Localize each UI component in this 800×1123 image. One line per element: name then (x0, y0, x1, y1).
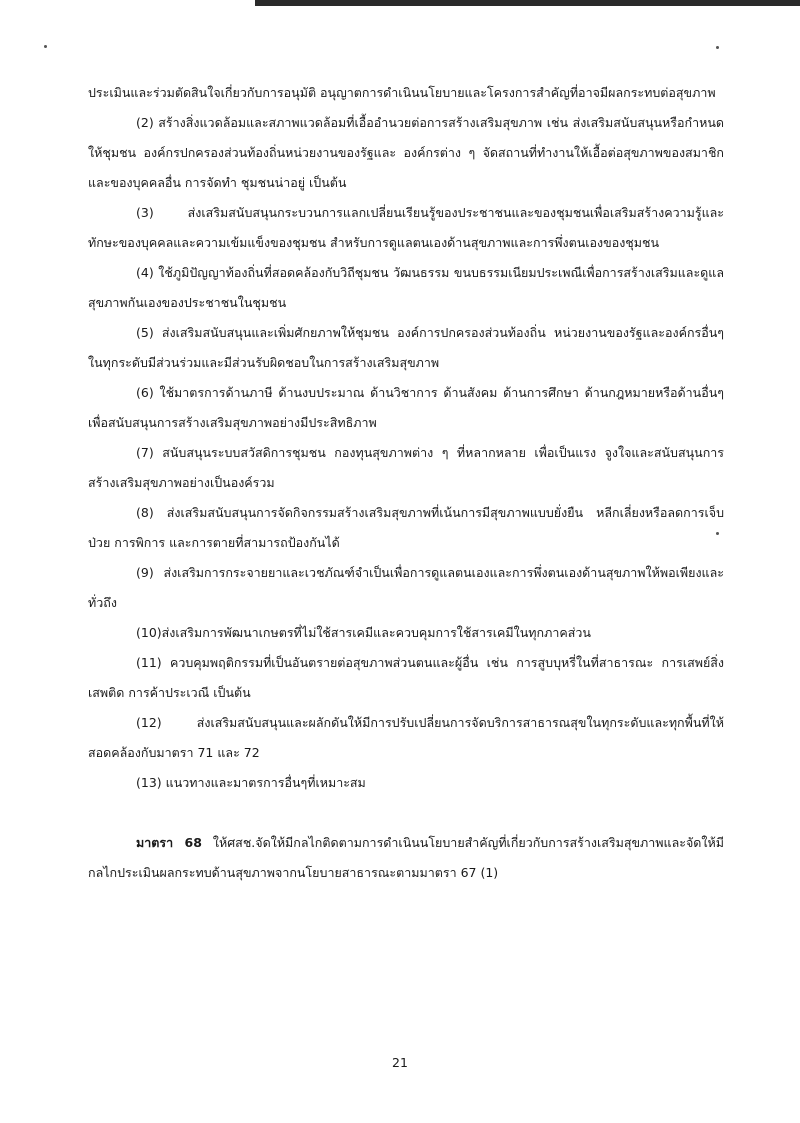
list-item: (12) ส่งเสริมสนับสนุนและผลักดันให้มีการปรับเปลี่ยนการจัดบริการสาธารณสุขในทุกระดับและทุกพื้นที่ให้สอดคล้องกับมาตรา 71 และ 72 (88, 715, 724, 760)
list-item: (8) ส่งเสริมสนับสนุนการจัดกิจกรรมสร้างเสริมสุขภาพที่เน้นการมีสุขภาพแบบยั่งยืน หลีกเลี่ยงหรือลดการเจ็บป่วย การพิการ และการตายที่สามารถป้องกันได้ (88, 505, 724, 550)
list-item: (11) ควบคุมพฤติกรรมที่เป็นอันตรายต่อสุขภาพส่วนตนและผู้อื่น เช่น การสูบบุหรี่ในที่สาธารณะ การเสพย์สิ่งเสพติด การค้าประเวณี เป็นต้น (88, 655, 724, 700)
section-text: ให้ศสช.จัดให้มีกลไกติดตามการดำเนินนโยบายสำคัญที่เกี่ยวกับการสร้างเสริมสุขภาพและจัดให้มีกลไกประเมินผลกระทบด้านสุขภาพจากนโยบายสาธารณะตามมาตรา 67 (1) (88, 835, 724, 880)
list-item: (6) ใช้มาตรการด้านภาษี ด้านงบประมาณ ด้านวิชาการ ด้านสังคม ด้านการศึกษา ด้านกฎหมายหรือด้านอื่นๆ เพื่อสนับสนุนการสร้างเสริมสุขภาพอย่างมีประสิทธิภาพ (88, 385, 724, 430)
list-item: (13) แนวทางและมาตรการอื่นๆที่เหมาะสม (136, 775, 366, 790)
section-label: มาตรา 68 (136, 835, 202, 850)
list-item: (2) สร้างสิ่งแวดล้อมและสภาพแวดล้อมที่เอื้ออำนวยต่อการสร้างเสริมสุขภาพ เช่น ส่งเสริมสนับสนุนหรือกำหนดให้ชุมชน องค์กรปกครองส่วนท้องถิ่นหน่วยงานของรัฐและ องค์กรต่าง ๆ จัดสถานที่ทำงานให้เอื้อต่อสุขภาพของสมาชิกและของบุคคลอื่น การจัดทำ ชุมชนน่าอยู่ เป็นต้น (88, 115, 724, 190)
continuation-paragraph: ประเมินและร่วมตัดสินใจเกี่ยวกับการอนุมัติ อนุญาตการดำเนินนโยบายและโครงการสำคัญที่อาจมีผลกระทบต่อสุขภาพ (88, 85, 716, 100)
page-number: 21 (392, 1055, 408, 1070)
list-item: (9) ส่งเสริมการกระจายยาและเวชภัณฑ์จำเป็นเพื่อการดูแลตนเองและการพึ่งตนเองด้านสุขภาพให้พอเพียงและทั่วถึง (88, 565, 724, 610)
document-body (88, 78, 724, 888)
scan-speck (44, 45, 47, 48)
scan-top-edge (255, 0, 800, 6)
list-item: (5) ส่งเสริมสนับสนุนและเพิ่มศักยภาพให้ชุมชน องค์การปกครองส่วนท้องถิ่น หน่วยงานของรัฐและองค์กรอื่นๆในทุกระดับมีส่วนร่วมและมีส่วนรับผิดชอบในการสร้างเสริมสุขภาพ (88, 325, 724, 370)
list-item: (7) สนับสนุนระบบสวัสดิการชุมชน กองทุนสุขภาพต่าง ๆ ที่หลากหลาย เพื่อเป็นแรง จูงใจและสนับสนุนการสร้างเสริมสุขภาพอย่างเป็นองค์รวม (88, 445, 724, 490)
list-item: (10)ส่งเสริมการพัฒนาเกษตรที่ไม่ใช้สารเคมีและควบคุมการใช้สารเคมีในทุกภาคส่วน (136, 625, 591, 640)
list-item: (4) ใช้ภูมิปัญญาท้องถิ่นที่สอดคล้องกับวิถีชุมชน วัฒนธรรม ขนบธรรมเนียมประเพณีเพื่อการสร้างเสริมและดูแลสุขภาพกันเองของประชาชนในชุมชน (88, 265, 724, 310)
section-paragraph (88, 828, 724, 888)
list-item: (3) ส่งเสริมสนับสนุนกระบวนการแลกเปลี่ยนเรียนรู้ของประชาชนและของชุมชนเพื่อเสริมสร้างความรู้และทักษะของบุคคลและความเข้มแข็งของชุมชน สำหรับการดูแลตนเองด้านสุขภาพและการพึ่งตนเองของชุมชน (88, 205, 724, 250)
scan-speck (716, 46, 719, 49)
